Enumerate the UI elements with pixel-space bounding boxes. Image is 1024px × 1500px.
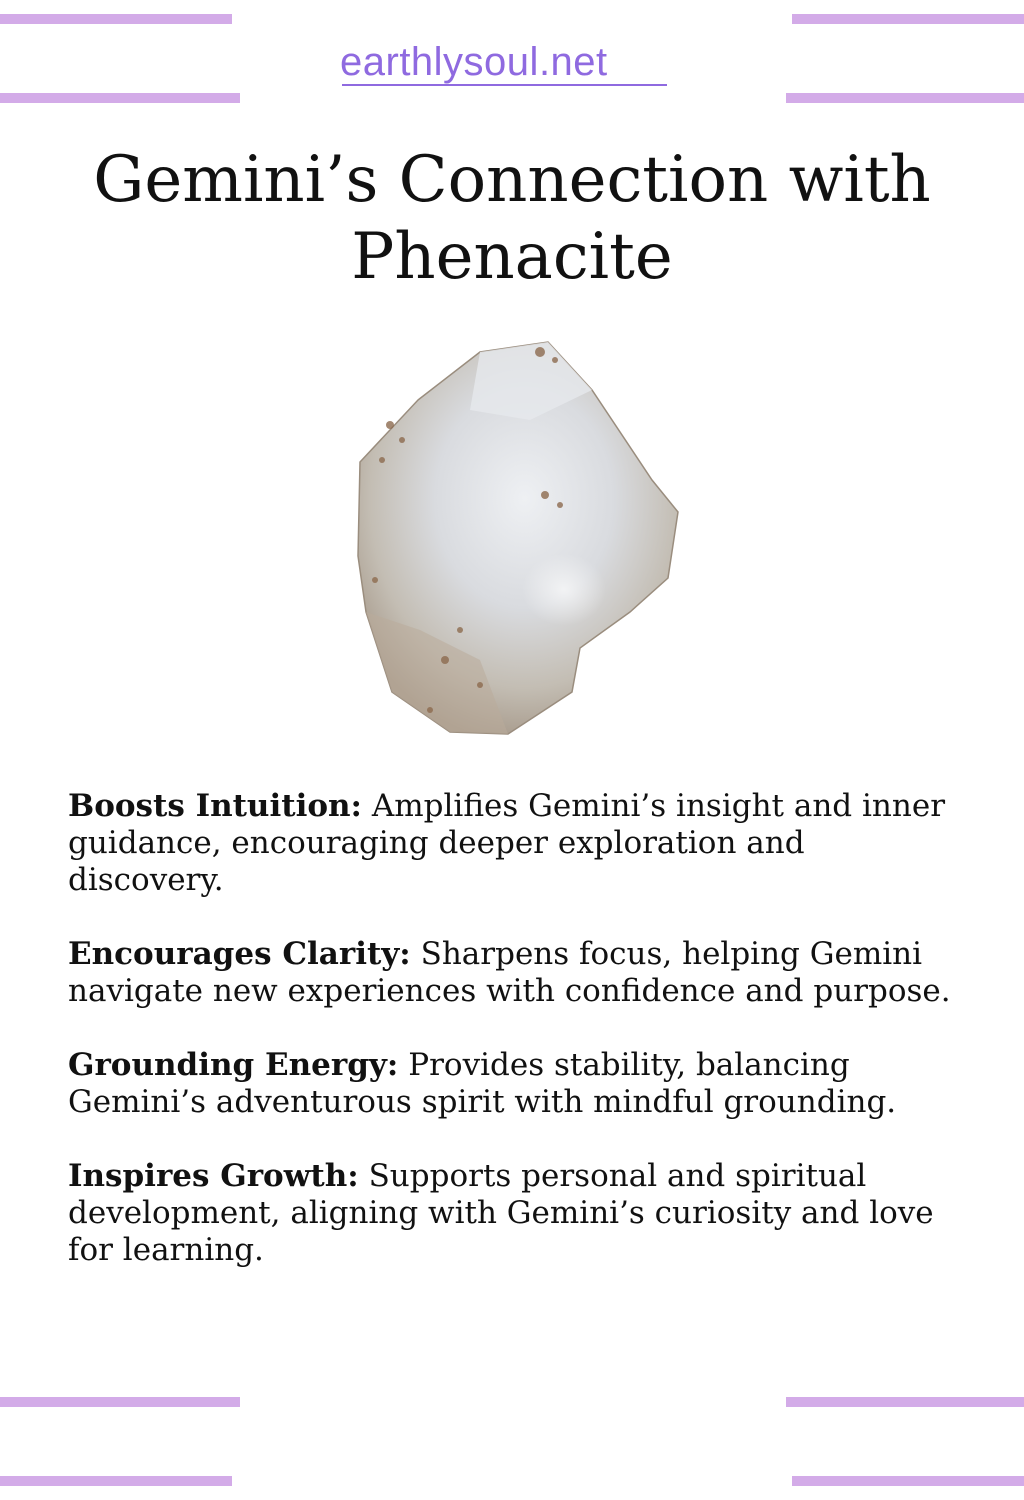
top-right-bar-1 bbox=[792, 14, 1024, 24]
top-right-bar-2 bbox=[786, 93, 1024, 103]
site-logo[interactable] bbox=[340, 34, 685, 90]
item-label: Boosts Intuition: bbox=[68, 788, 363, 824]
page-title: Gemini’s Connection with Phenacite bbox=[93, 143, 931, 294]
item-label: Grounding Energy: bbox=[68, 1047, 399, 1083]
bottom-left-bar-2 bbox=[0, 1476, 232, 1486]
bottom-left-bar-1 bbox=[0, 1397, 240, 1407]
top-left-bar-2 bbox=[0, 93, 240, 103]
item-label: Inspires Growth: bbox=[68, 1158, 359, 1194]
item-label: Encourages Clarity: bbox=[68, 936, 411, 972]
list-item bbox=[68, 1047, 968, 1121]
logo-text: earthlysoul.net bbox=[340, 40, 608, 84]
bottom-right-bar-2 bbox=[792, 1476, 1024, 1486]
list-item bbox=[68, 1158, 968, 1269]
item-text: Amplifies Gemini’s insight and inner guidance, encouraging deeper exploration and discovery. bbox=[68, 788, 946, 898]
top-left-bar-1 bbox=[0, 14, 232, 24]
bottom-right-bar-1 bbox=[786, 1397, 1024, 1407]
logo-underline bbox=[342, 84, 667, 86]
list-item bbox=[68, 936, 968, 1010]
list-item bbox=[68, 788, 968, 899]
item-text: Sharpens focus, helping Gemini navigate new experiences with confidence and purpose. bbox=[68, 936, 951, 1009]
item-text: Provides stability, balancing Gemini’s adventurous spirit with mindful grounding. bbox=[68, 1047, 897, 1120]
item-text: Supports personal and spiritual development, aligning with Gemini’s curiosity and love for learning. bbox=[68, 1158, 934, 1268]
benefits-list bbox=[68, 788, 968, 1306]
phenacite-crystal-image bbox=[330, 330, 700, 750]
